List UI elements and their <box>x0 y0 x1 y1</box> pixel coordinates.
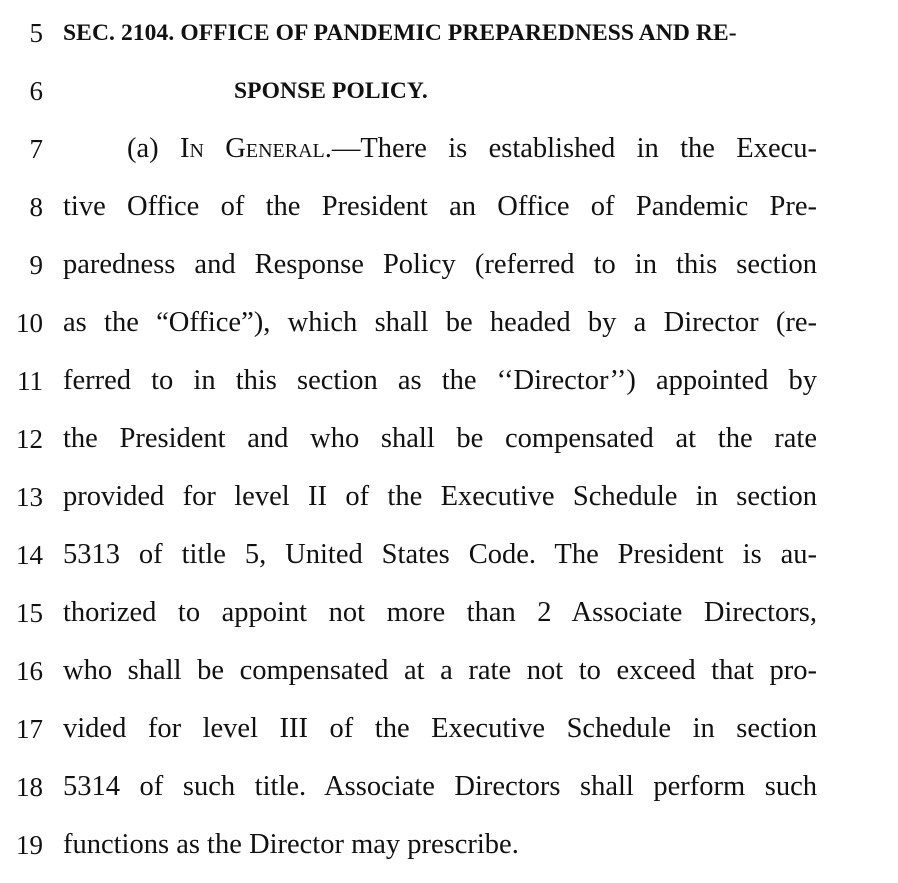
line-number: 15 <box>16 598 43 628</box>
subsection-label: (a) <box>127 133 180 164</box>
line-9 <box>0 236 898 294</box>
line-6 <box>0 62 898 120</box>
line-text: ferred to in this section as the ‘‘Director’’) appointed by <box>63 365 817 396</box>
line-number: 9 <box>29 250 43 280</box>
line-10 <box>0 294 898 352</box>
line-text: 5314 of such title. Associate Directors shall perform such <box>63 771 817 802</box>
line-text: vided for level III of the Executive Schedule in section <box>63 713 817 744</box>
line-text: 5313 of title 5, United States Code. The President is au- <box>63 539 817 570</box>
line-17 <box>0 700 898 758</box>
line-text: the President and who shall be compensated at the rate <box>63 423 817 454</box>
line-number: 7 <box>29 134 43 164</box>
line-16 <box>0 642 898 700</box>
line-number: 8 <box>29 192 43 222</box>
line-number: 17 <box>16 714 43 744</box>
line-number: 14 <box>16 540 43 570</box>
line-number: 19 <box>16 830 43 860</box>
line-text: functions as the Director may prescribe. <box>63 829 519 860</box>
line-13 <box>0 468 898 526</box>
line-12 <box>0 410 898 468</box>
line-number: 13 <box>16 482 43 512</box>
line-18 <box>0 758 898 816</box>
line-text: .—There is established in the Execu- <box>324 133 817 164</box>
line-19 <box>0 816 898 874</box>
line-14 <box>0 526 898 584</box>
line-number: 10 <box>16 308 43 338</box>
line-text: paredness and Response Policy (referred to in this section <box>63 249 817 280</box>
line-number: 6 <box>29 76 43 106</box>
line-8 <box>0 178 898 236</box>
line-7 <box>0 120 898 178</box>
line-number: 11 <box>17 366 43 396</box>
line-text: thorized to appoint not more than 2 Associate Directors, <box>63 597 817 628</box>
line-text: as the “Office”), which shall be headed by a Director (re- <box>63 307 817 338</box>
subsection-heading: In General <box>180 133 325 164</box>
line-11 <box>0 352 898 410</box>
line-15 <box>0 584 898 642</box>
line-number: 16 <box>16 656 43 686</box>
section-heading-continued: SPONSE POLICY. <box>234 78 428 104</box>
subsection-a-first-line <box>127 120 817 178</box>
line-text: tive Office of the President an Office of Pandemic Pre- <box>63 191 817 222</box>
line-number: 5 <box>29 18 43 48</box>
line-text: who shall be compensated at a rate not to exceed that pro- <box>63 655 817 686</box>
section-heading: SEC. 2104. OFFICE OF PANDEMIC PREPAREDNESS AND RE- <box>63 20 737 46</box>
line-number: 12 <box>16 424 43 454</box>
line-5 <box>0 4 898 62</box>
line-number: 18 <box>16 772 43 802</box>
line-text: provided for level II of the Executive Schedule in section <box>63 481 817 512</box>
